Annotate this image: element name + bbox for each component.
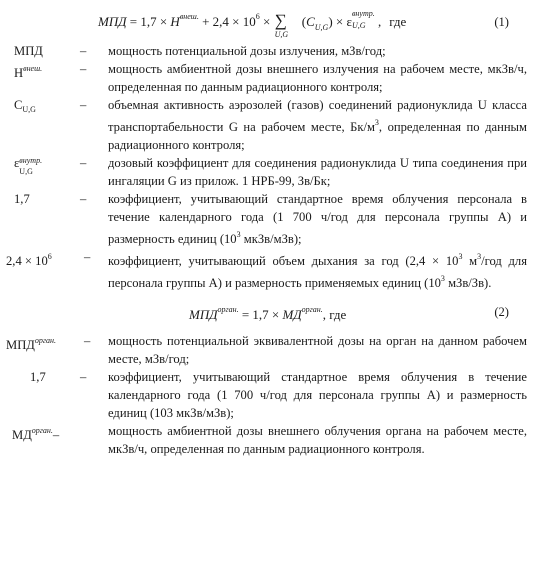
def-term-sub: U,G	[19, 167, 33, 176]
def-text	[108, 190, 527, 248]
def-row-1-7	[6, 190, 527, 248]
def-text: мощность амбиентной дозы внешнего облучения органа на рабочем месте, мкЗв/ч, определенная по данным радиационного контроля.	[108, 424, 527, 456]
def-text	[108, 96, 527, 154]
def-text-c: /год для персонала группы А) и размерность применяемых единиц (10	[108, 254, 528, 290]
def-text-a: коэффициент, учитывающий объем дыхания за год (2,4 × 10	[108, 254, 459, 268]
def-text-sup3: 3	[440, 274, 445, 283]
def-dash: –	[80, 156, 87, 170]
def-term-sup: 6	[47, 252, 52, 261]
def-row-c-ug	[6, 96, 527, 154]
formula-1-comma: ,	[377, 13, 382, 29]
def-row-md-organ	[6, 422, 527, 458]
def-term	[6, 422, 84, 444]
def-dash: –	[84, 334, 91, 348]
formula-1-row	[6, 2, 527, 42]
formula-2-md-sup: орган.	[301, 304, 323, 314]
def-row-epsilon	[6, 154, 527, 190]
def-row-2-4	[6, 248, 527, 292]
def-text	[108, 248, 527, 292]
def-text: мощность потенциальной дозы излучения, мЗв/год;	[108, 44, 386, 58]
formula-1-times: ×	[259, 13, 274, 29]
formula-1-number: (1)	[494, 15, 509, 29]
formula-1-eps-sub: U,G	[351, 20, 366, 30]
formula-1	[98, 8, 406, 37]
def-term	[6, 332, 84, 354]
def-text-b: , определенная по данным радиационного контроля;	[108, 120, 527, 152]
formula-1-pow: 6	[255, 11, 260, 21]
def-term: МПД	[14, 44, 43, 58]
formula-1-lhs: МПД	[98, 13, 127, 29]
def-term-sup: внеш.	[23, 64, 43, 73]
sum-glyph: ∑	[274, 10, 287, 30]
def-text-d: мЗв/Зв).	[444, 276, 492, 290]
def-text: мощность амбиентной дозы внешнего излучения на рабочем месте, мкЗв/ч, определенная по данным радиационного контроля;	[108, 62, 527, 94]
sum-symbol	[274, 10, 289, 39]
formula-1-eps-sup: внутр.	[351, 8, 375, 18]
def-text: мощность потенциальной эквивалентной дозы на орган на данном рабочем месте, мЗв/год;	[108, 334, 527, 366]
formula-1-c-sub: U,G	[314, 22, 329, 32]
def-text-sup2: 3	[477, 252, 482, 261]
def-term-main: H	[14, 66, 24, 80]
def-term-main: МПД	[6, 338, 35, 352]
formula-1-paren-open: (	[301, 13, 307, 29]
def-row-mpd	[6, 42, 527, 60]
def-term	[6, 248, 84, 270]
def-term-main: C	[14, 98, 23, 112]
def-row-h-ext	[6, 60, 527, 96]
formula-2-row	[6, 292, 527, 332]
def-term	[6, 96, 80, 119]
def-text-sup: 3	[236, 230, 241, 239]
def-term-main: ε	[14, 156, 20, 170]
def-term-sub: U,G	[22, 105, 36, 114]
formula-2-md: МД	[282, 306, 302, 322]
def-dash: –	[80, 98, 87, 112]
formula-1-times2: × ε	[332, 13, 352, 29]
def-row-1-7-organ	[6, 368, 527, 422]
def-text-a: объемная активность аэрозолей (газов) соединений радионуклида U класса транспортабельности G на рабочем месте, Бк/м	[108, 98, 527, 134]
def-dash: –	[84, 250, 91, 264]
sum-subscript: U,G	[274, 29, 289, 39]
def-term-sup: орган.	[31, 426, 53, 435]
def-text: дозовый коэффициент для соединения радионуклида U типа соединения при ингаляции G из прилож. 1 НРБ-99, Зв/Бк;	[108, 156, 527, 188]
formula-1-eq: = 1,7 ×	[126, 13, 171, 29]
def-row-mpd-organ	[6, 332, 527, 368]
def-dash-inline: –	[52, 428, 60, 442]
formula-1-gde: где	[389, 13, 407, 29]
formula-1-c: C	[306, 13, 315, 29]
formula-2-number: (2)	[494, 305, 509, 319]
def-term-sup: орган.	[34, 336, 56, 345]
def-text-b: мкЗв/мЗв);	[240, 232, 302, 246]
def-term	[6, 154, 80, 176]
def-term-main: МД	[12, 428, 32, 442]
formula-2	[189, 301, 346, 324]
formula-2-gde: , где	[322, 306, 347, 322]
def-term	[6, 60, 80, 82]
formula-1-plus: + 2,4 × 10	[198, 13, 256, 29]
def-term: 1,7	[14, 192, 30, 206]
formula-1-h: H	[170, 13, 180, 29]
def-text-b: м	[462, 254, 478, 268]
def-text-sup: 3	[374, 118, 379, 127]
def-term-main: 2,4 × 10	[6, 254, 48, 268]
formula-1-h-sup: внеш.	[179, 11, 199, 21]
def-text-a: коэффициент, учитывающий стандартное время облучения персонала в течение календарного года (1 700 ч/год для персонала группы А) и размерность единиц (10	[108, 192, 527, 246]
def-dash: –	[80, 370, 87, 384]
def-dash: –	[80, 62, 87, 76]
formula-2-eq: = 1,7 ×	[238, 306, 283, 322]
def-dash: –	[80, 44, 87, 58]
def-term-sup: внутр.	[19, 156, 43, 165]
def-text: коэффициент, учитывающий стандартное время облучения в течение календарного года (1 700 ч/год для персонала группы А) и размерность единиц (103 мкЗв/мЗв);	[108, 370, 527, 420]
formula-1-paren-close: )	[328, 13, 333, 29]
def-term: 1,7	[30, 370, 46, 384]
def-text-sup: 3	[458, 252, 463, 261]
formula-2-lhs: МПД	[189, 306, 218, 322]
def-dash: –	[80, 192, 87, 206]
formula-2-lhs-sup: орган.	[217, 304, 239, 314]
